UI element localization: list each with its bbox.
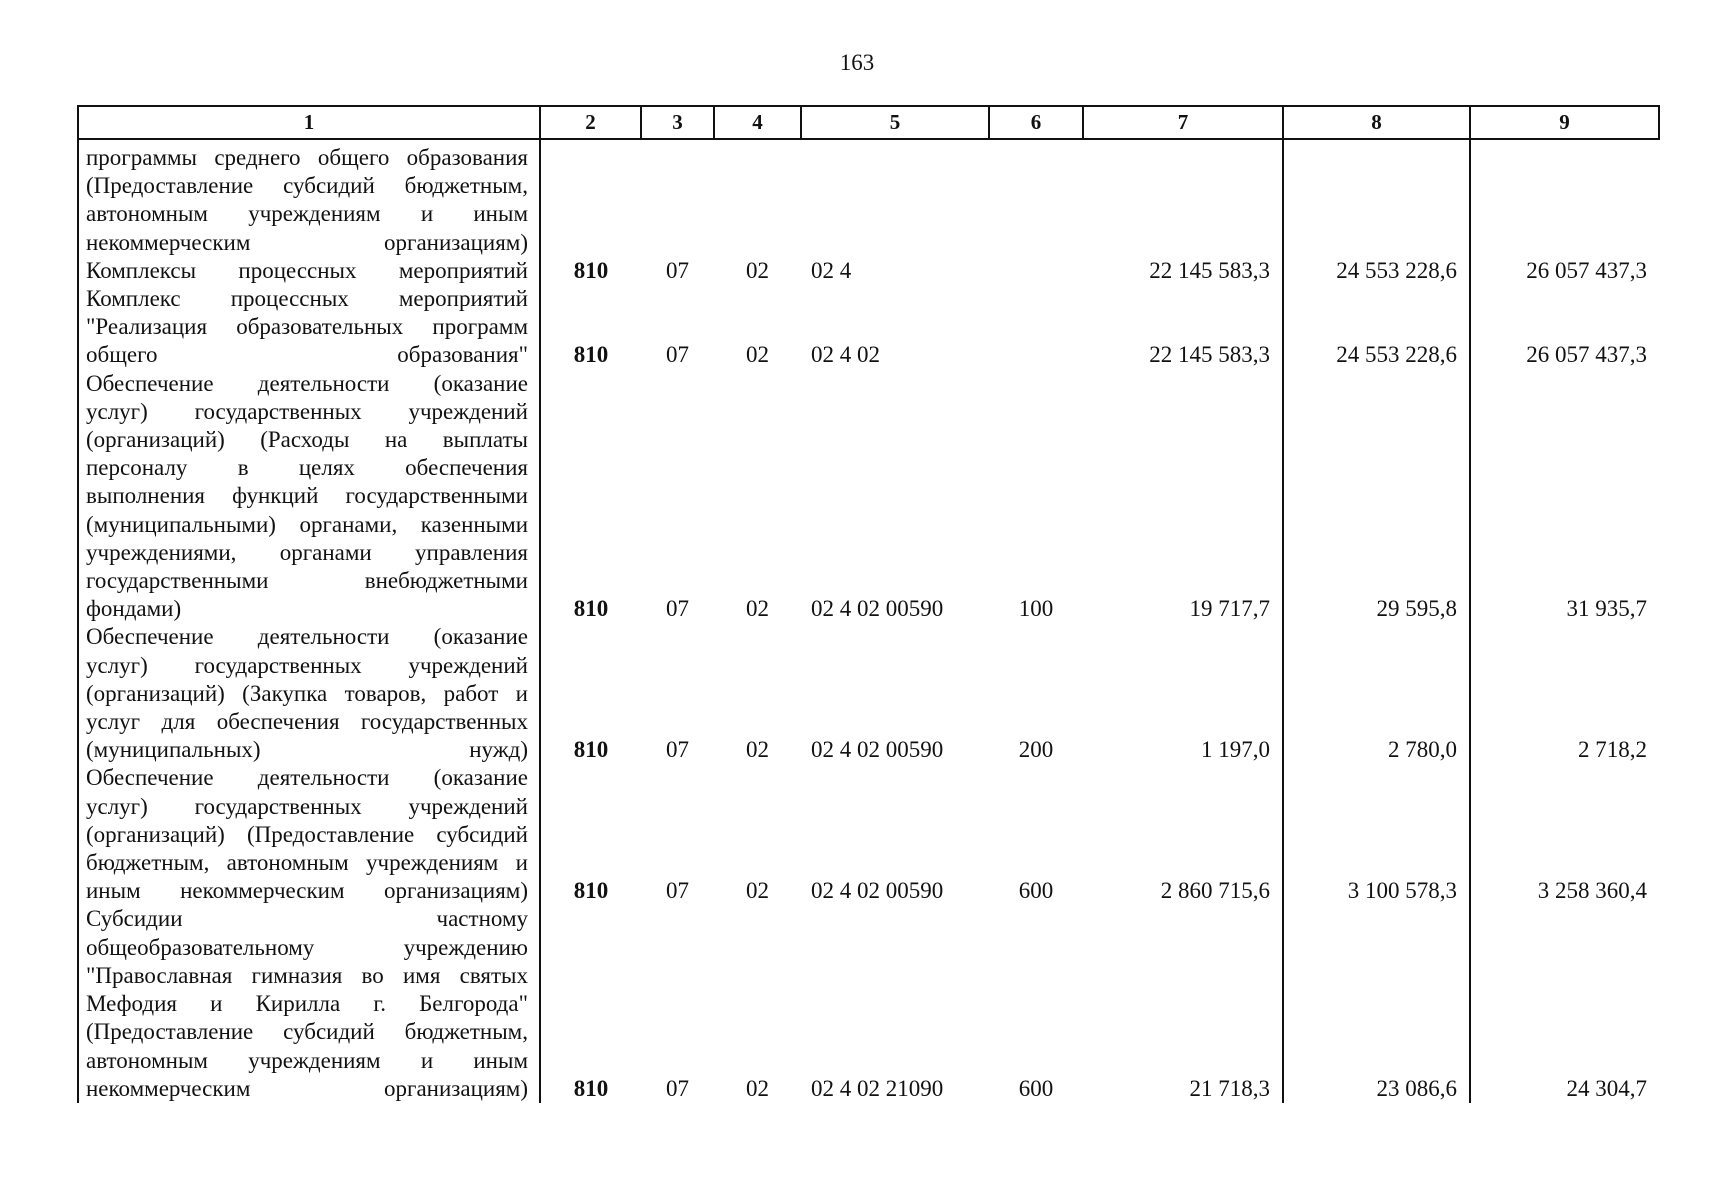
table-header	[78, 106, 1659, 139]
row-description	[78, 139, 540, 257]
column-header-1: 1	[78, 106, 540, 139]
amount-year-1: 21 718,3	[1189, 1075, 1270, 1101]
description-line: некоммерческим организациям)	[86, 1075, 528, 1101]
description-line: автономным учреждениям и иным	[86, 201, 528, 227]
column-header-4: 4	[714, 106, 801, 139]
description-line: (Предоставление субсидий бюджетным,	[86, 1019, 528, 1045]
table-row	[78, 139, 1659, 257]
description-line: иным некоммерческим организациям)	[86, 878, 528, 904]
expense-type-code: 200	[1018, 737, 1054, 763]
amount-year-3: 26 057 437,3	[1470, 257, 1659, 285]
expense-type-code: 100	[1018, 596, 1054, 622]
column-header-2: 2	[540, 106, 641, 139]
table-row	[78, 764, 1659, 905]
row-description	[78, 905, 540, 1102]
column-header-3: 3	[641, 106, 714, 139]
description-line: (муниципальных) нужд)	[86, 737, 528, 763]
table-row	[78, 257, 1659, 285]
row-description	[78, 764, 540, 905]
ministry-code: 810	[540, 623, 641, 764]
ministry-code	[540, 139, 641, 257]
amount-year-2: 29 595,8	[1283, 370, 1470, 624]
amount-year-2: 24 553 228,6	[1283, 285, 1470, 370]
subsection-code: 02	[746, 257, 769, 283]
description-line: Субсидии частному	[86, 906, 528, 932]
amount-year-3	[1470, 139, 1659, 257]
description-line: учреждениями, органами управления	[86, 539, 528, 565]
column-header-8: 8	[1283, 106, 1470, 139]
description-line: "Реализация образовательных программ	[86, 314, 528, 340]
table-body	[78, 139, 1659, 1103]
section-code	[641, 139, 714, 257]
description-line: выполнения функций государственными	[86, 483, 528, 509]
amount-year-1: 1 197,0	[1201, 737, 1270, 763]
amount-year-3: 2 718,2	[1470, 623, 1659, 764]
description-line: услуг) государственных учреждений	[86, 652, 528, 678]
subsection-code: 02	[746, 1075, 769, 1101]
description-line: услуг) государственных учреждений	[86, 398, 528, 424]
table-row	[78, 905, 1659, 1102]
description-line: (Предоставление субсидий бюджетным,	[86, 173, 528, 199]
description-line: некоммерческим организациям)	[86, 229, 528, 255]
section-code: 07	[666, 878, 689, 904]
budget-table	[77, 105, 1660, 1103]
amount-year-1: 19 717,7	[1189, 596, 1270, 622]
description-line: персоналу в целях обеспечения	[86, 455, 528, 481]
subsection-code: 02	[746, 878, 769, 904]
amount-year-2: 2 780,0	[1283, 623, 1470, 764]
description-line: "Православная гимназия во имя святых	[86, 962, 528, 988]
column-header-6: 6	[989, 106, 1083, 139]
section-code: 07	[666, 1075, 689, 1101]
table-row	[78, 623, 1659, 764]
expense-type-code	[989, 257, 1083, 285]
amount-year-2: 23 086,6	[1283, 905, 1470, 1102]
description-line: Обеспечение деятельности (оказание	[86, 624, 528, 650]
row-description	[78, 370, 540, 624]
amount-year-3: 31 935,7	[1470, 370, 1659, 624]
description-line: услуг) государственных учреждений	[86, 793, 528, 819]
description-line: Комплекс процессных мероприятий	[86, 286, 528, 312]
description-line: государственными внебюджетными	[86, 568, 528, 594]
amount-year-1: 2 860 715,6	[1160, 878, 1270, 904]
section-code: 07	[666, 596, 689, 622]
ministry-code: 810	[540, 764, 641, 905]
amount-year-1	[1083, 139, 1283, 257]
table-row	[78, 370, 1659, 624]
description-line: бюджетным, автономным учреждениям и	[86, 850, 528, 876]
row-description	[78, 285, 540, 370]
target-article-code: 02 4 02 00590	[811, 878, 944, 904]
subsection-code	[714, 139, 801, 257]
description-line: автономным учреждениям и иным	[86, 1047, 528, 1073]
header-row	[78, 106, 1659, 139]
description-line: Мефодия и Кирилла г. Белгорода"	[86, 991, 528, 1017]
target-article-code: 02 4	[811, 257, 852, 283]
description-line: Комплексы процессных мероприятий	[86, 257, 528, 283]
description-line: (организаций) (Закупка товаров, работ и	[86, 680, 528, 706]
row-description	[78, 257, 540, 285]
amount-year-2: 3 100 578,3	[1283, 764, 1470, 905]
column-header-5: 5	[801, 106, 989, 139]
expense-type-code	[989, 139, 1083, 257]
expense-type-code: 600	[1018, 1075, 1054, 1101]
ministry-code: 810	[540, 285, 641, 370]
description-line: фондами)	[86, 596, 182, 622]
description-line: общеобразовательному учреждению	[86, 934, 528, 960]
amount-year-3: 26 057 437,3	[1470, 285, 1659, 370]
column-header-7: 7	[1083, 106, 1283, 139]
subsection-code: 02	[746, 737, 769, 763]
column-header-9: 9	[1470, 106, 1659, 139]
amount-year-1: 22 145 583,3	[1149, 257, 1270, 283]
amount-year-3: 3 258 360,4	[1470, 764, 1659, 905]
row-description	[78, 623, 540, 764]
description-line: общего образования"	[86, 342, 528, 368]
target-article-code: 02 4 02 00590	[811, 596, 944, 622]
description-line: (организаций) (Предоставление субсидий	[86, 821, 528, 847]
page-number: 163	[839, 50, 875, 75]
expense-type-code	[989, 285, 1083, 370]
amount-year-2	[1283, 139, 1470, 257]
section-code: 07	[666, 342, 689, 368]
target-article-code	[801, 139, 989, 257]
ministry-code: 810	[540, 370, 641, 624]
subsection-code: 02	[746, 342, 769, 368]
description-line: Обеспечение деятельности (оказание	[86, 370, 528, 396]
target-article-code: 02 4 02	[811, 342, 880, 368]
section-code: 07	[666, 737, 689, 763]
subsection-code: 02	[746, 596, 769, 622]
description-line: услуг для обеспечения государственных	[86, 709, 528, 735]
description-line: (организаций) (Расходы на выплаты	[86, 427, 528, 453]
ministry-code: 810	[540, 257, 641, 285]
target-article-code: 02 4 02 00590	[811, 737, 944, 763]
amount-year-2: 24 553 228,6	[1283, 257, 1470, 285]
amount-year-1: 22 145 583,3	[1149, 342, 1270, 368]
description-line: (муниципальными) органами, казенными	[86, 511, 528, 537]
budget-table-container	[77, 105, 1658, 1103]
table-row	[78, 285, 1659, 370]
description-line: программы среднего общего образования	[86, 145, 528, 170]
target-article-code: 02 4 02 21090	[811, 1075, 944, 1101]
description-line: Обеспечение деятельности (оказание	[86, 765, 528, 791]
expense-type-code: 600	[1018, 878, 1054, 904]
ministry-code: 810	[540, 905, 641, 1102]
section-code: 07	[666, 257, 689, 283]
amount-year-3: 24 304,7	[1470, 905, 1659, 1102]
